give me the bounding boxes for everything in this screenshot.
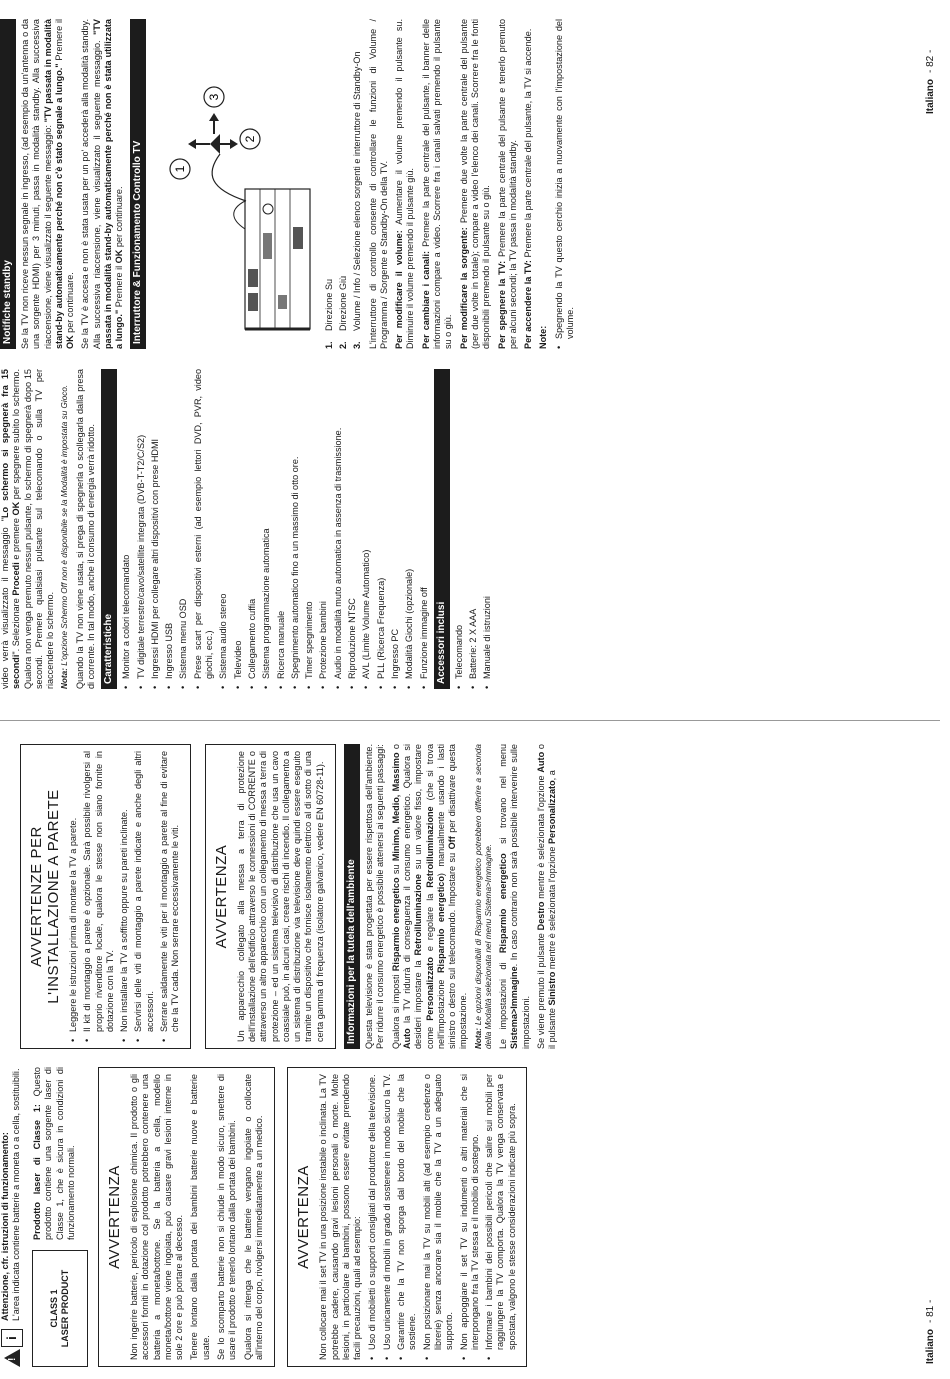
battery-warning-p2: Tenere lontano dalla portata dei bambini batterie nuove e batterie usate. <box>189 1074 211 1360</box>
screen-off-paragraph: video verrà visualizzato il messaggio "Lo schermo si spegnerà fra 15 secondi". Selezionare Procedi e premere OK per spegnere subito lo schermo. Qualora non venga premuto nessun pulsante, lo schermo di spegnerà dopo 15 secondi. Premere qualsiasi pulsante sul telecomando o sulla TV per riaccendere lo schermo. <box>0 368 56 689</box>
footer-language: Italiano <box>925 78 936 114</box>
list-item: • Collegamento cuffia <box>247 369 258 689</box>
list-item: • Non posizionare mai la TV su mobili alti (ad esempio credenze o librerie) senza ancorare sia il mobile che la TV a un adeguato supporto. <box>422 1074 456 1360</box>
list-item: • Protezione bambini <box>318 369 329 689</box>
wall-mount-box <box>20 744 191 1049</box>
wall-mount-title-line2: L'INSTALLAZIONE A PARETE <box>45 789 62 1004</box>
warning-icon <box>0 1327 24 1367</box>
list-item: • Batterie: 2 X AAA <box>468 369 479 689</box>
list-item: • Serrare saldamente le viti per il montaggio a parete al fine di evitare che la TV cada. Non serrare eccessivamente le viti. <box>159 751 182 1042</box>
laser-label-line1: CLASS 1 <box>49 1289 59 1328</box>
control-switch-diagram <box>150 19 320 349</box>
list-item: • Informare i bambini dei possibili pericoli che salire sui mobili per raggiungere la TV comporta. Qualora la TV venga conservata e spostata, valgono le stesse considerazioni indicate più sopra. <box>484 1074 518 1360</box>
list-item: • Telecomando <box>454 369 465 689</box>
battery-warning-title: AVVERTENZA <box>106 1165 123 1269</box>
list-item: • Funzione immagine off <box>419 369 430 689</box>
stability-warning-title: AVVERTENZA <box>295 1165 313 1269</box>
accessories-list <box>454 369 494 689</box>
list-item: • Monitor a colori telecomandato <box>121 369 132 689</box>
features-header: Caratteristiche <box>101 369 117 689</box>
wall-mount-title <box>28 751 62 1042</box>
attention-title: Attenzione, cfr. istruzioni di funzionamento: <box>0 1132 10 1321</box>
svg-text:3: 3 <box>206 93 221 101</box>
list-item: • Spegnimento automatico fino a un massimo di otto ore. <box>290 369 301 689</box>
list-item: • Riproduzione NTSC <box>347 369 358 689</box>
power-on-instructions: Per accendere la TV: Premere la parte centrale del pulsante, la TV si accende. <box>523 28 534 349</box>
control-header: Interruttore & Funzionamento Controllo TV <box>130 19 146 349</box>
list-item: • Manuale di istruzioni <box>482 369 493 689</box>
list-item: • Non appoggiare il set TV su indumenti o altri materiali che si interpongano fra la TV stessa e il mobilio di sostegno. <box>459 1074 482 1360</box>
list-item: • Il kit di montaggio a parete è opzionale. Sarà possibile rivolgersi al proprio rivenditore locale, qualora le stesse non siano fornite in dotazione con la TV. <box>82 751 116 1042</box>
source-instructions: Per modificare la sorgente: Premere due volte la parte centrale del pulsante (per due volte in totale); compare a video l'elenco dei canali. Scorrere fra le fonti disponibili premendo il pulsante su o giù. <box>458 19 492 349</box>
svg-text:1: 1 <box>172 165 187 173</box>
footer-right <box>925 50 936 114</box>
footer-language: Italiano <box>925 1328 936 1364</box>
right-column-1 <box>0 369 497 689</box>
list-item: • Ingresso USB <box>164 369 175 689</box>
diagram-callout-3 <box>204 87 224 107</box>
list-item: • Sistema programmazione automatica <box>261 369 272 689</box>
attention-block <box>0 1067 24 1367</box>
battery-warning-p4: Qualora si ritenga che le batterie vengano ingoiate o collocate all'interno del corpo, rivolgersi immediatamente a un medico. <box>242 1074 264 1360</box>
list-item: • Ricerca manuale <box>276 369 287 689</box>
list-item: • Timer spegnimento <box>304 369 315 689</box>
list-item: • Non installare la TV a soffitto oppure su pareti inclinate. <box>119 751 130 1042</box>
footer-left <box>925 1300 936 1364</box>
list-item: • Servirsi delle viti di montaggio a parete indicate e anche degli altri accessori. <box>133 751 156 1042</box>
list-item: 1. Direzione Su <box>323 278 334 349</box>
list-item: • Audio in modalità muto automatica in assenza di trasmissione. <box>333 369 344 689</box>
wall-mount-title-line1: AVVERTENZE PER <box>28 826 45 967</box>
environment-p4: Se viene premuto il pulsante Destro mentre è selezionata l'opzione Auto o il pulsante Sinistro mentre è selezionata l'opzione Personalizzato, a <box>536 744 558 1049</box>
volume-instructions: Per modificare il volume: Aumentare il volume premendo il pulsante su. Diminuire il volume premendo il pulsante giù. <box>394 19 416 349</box>
standby-header: Notifiche standby <box>0 19 16 349</box>
standby-p2: Se la TV è accesa e non è stata usata per un po' accederà alla modalità standby. Alla successiva riaccensione, viene visualizzato il seguente messaggio. "TV passata in modalità stand-by automaticamente perché non è stata utilizzata a lungo." Premere il OK per continuare. <box>80 19 125 349</box>
diagram-callout-2 <box>240 129 260 149</box>
notes-list <box>554 19 577 349</box>
control-intro: L'interruttore di controllo consente di controllare le funzioni di Volume / Programma / Sorgente e Standby-On della TV. <box>367 19 389 349</box>
right-column-2 <box>0 19 579 349</box>
environment-header: Informazioni per la tutela dell'ambiente <box>344 744 360 1049</box>
list-item: 2. Direzione Giù <box>337 275 348 349</box>
battery-warning-p3: Se lo scomparto batterie non si chiude in modo sicuro, smettere di usare il prodotto e tenerlo lontano dalla portata dei bambini. <box>216 1074 238 1360</box>
footer-page-number: - 82 - <box>925 49 936 73</box>
list-item: • TV digitale terrestre/cavo/satellite integrata (DVB-T-T2/C/S2) <box>136 369 147 689</box>
control-numbered-list <box>324 19 364 349</box>
environment-note: Nota: Le opzioni disponibili di Risparmio energetico potrebbero differire a seconda della Modalità selezionata nel menu Sistema>Immagine. <box>473 744 493 1049</box>
svg-text:2: 2 <box>242 135 257 143</box>
notes-label: Note: <box>538 325 549 349</box>
footer-page-number: - 81 - <box>925 1299 936 1323</box>
laser-block <box>32 1067 88 1367</box>
page-gutter <box>0 720 940 721</box>
stability-warning-p1: Non collocare mai il set TV in una posizione instabile o inclinata. La TV potrebbe cadere, causando gravi lesioni personali o morte. Molte lesioni, in particolare ai bambini, possono essere evitate prendendo facili precauzioni, quali ad esempio: <box>318 1074 363 1360</box>
attention-text: L'area indicata contiene batterie a moneta o a cella, sostituibili. <box>11 1068 22 1321</box>
class1-laser-label <box>32 1250 88 1367</box>
battery-warning-box <box>98 1067 275 1367</box>
battery-warning-p1: Non ingerire batterie, pericolo di esplosione chimica. Il prodotto o gli accessori forniti in dotazione col prodotto potrebbero contenere una batteria a moneta/bottone. Se la batteria a cella, modello moneta/bottone viene ingoiata, può causare gravi lesioni interne in sole 2 ore e può portare al decesso. <box>129 1074 185 1360</box>
diagram-callout-1 <box>170 159 190 179</box>
stability-warning-list <box>367 1074 518 1360</box>
list-item: • Ingressi HDMI per collegare altri dispositivi con prese HDMI <box>150 369 161 689</box>
earthing-warning-text: Un apparecchio collegato alla messa a terra di protezione dell'installazione dell'edificio attraverso le connessioni di CORRENTE o attraverso un altro apparecchio con un collegamento di messa a terra di protezione – ed un sistema televisivo di distribuzione che usa un cavo coassiale può, in alcuni casi, creare rischi di incendio. Il collegamento a un sistema di distribuzione via televisione deve quindi essere eseguito tramite un dispositivo che fornisce isolamento elettrico al di sotto di una certa gamma di frequenza (isolatore galvanico, vedere EN 60728-11). <box>235 751 325 1042</box>
laser-text: Questo prodotto contiene una sorgente laser di Classe 1, che è sicura in condizioni di funzionamento normali. <box>32 1067 76 1240</box>
standby-p1: Se la TV non riceve nessun segnale in ingresso, (ad esempio da un'antenna o da una sorgente HDMI) per 3 minuti, passa in modalità standby. Alla successiva riaccensione, viene visualizzato il seguente messaggio: "TV passata in modalità stand-by automaticamente perché non c'è stato segnale a lungo." Premere il OK per continuare. <box>20 19 76 349</box>
environment-p1: Questa televisione è stata progettata per essere rispettosa dell'ambiente. Per ridurre il consumo energetico è possibile attenersi ai seguenti passaggi: <box>364 744 386 1049</box>
list-item: • Prese scart per dispositivi esterni (ad esempio lettori DVD, PVR, video giochi, ecc.) <box>193 369 216 689</box>
laser-title: Prodotto laser di Classe 1: <box>32 1104 42 1240</box>
left-column-1 <box>0 1067 535 1367</box>
list-item: • Uso unicamente di mobili in grado di sostenere in modo sicuro la TV. <box>382 1074 393 1360</box>
list-item: • Ingresso PC <box>390 369 401 689</box>
list-item: • Leggere le istruzioni prima di montare la TV a parete. <box>68 751 79 1042</box>
list-item: • Sistema menu OSD <box>178 369 189 689</box>
features-list <box>121 369 430 689</box>
list-item: • Sistema audio stereo <box>218 369 229 689</box>
tv-back-panel <box>233 189 309 329</box>
power-off-instructions: Per spegnere la TV: Premere la parte centrale del pulsante e tenerlo premuto per alcuni secondi; la TV passa in modalità standby. <box>496 18 518 349</box>
left-column-2 <box>0 744 563 1049</box>
list-item: • Uso di mobiletti o supporti consigliati dal produttore della televisione. <box>367 1074 378 1360</box>
stability-warning-box <box>287 1067 527 1367</box>
control-switch-icon <box>188 113 246 201</box>
accessories-header: Accessori inclusi <box>434 369 450 689</box>
earthing-warning-title: AVVERTENZA <box>212 844 230 949</box>
list-item: 3. Volume / Info / Selezione elenco sorgenti e interruttore di Standby-On <box>352 51 363 349</box>
list-item: • Televideo <box>233 369 244 689</box>
tv-control-illustration <box>150 19 320 349</box>
list-item: • Modalità Giochi (opzionale) <box>404 369 415 689</box>
earthing-warning-box <box>205 744 336 1049</box>
wall-mount-list <box>68 751 182 1042</box>
warning-triangle-icon <box>4 1349 20 1367</box>
screen-off-note: Nota: L'opzione Schermo Off non è disponibile se la Modalità è impostata su Gioco. <box>60 384 70 689</box>
list-item: • AVL (Limite Volume Automatico) <box>361 369 372 689</box>
list-item: • Spegnendo la TV questo cerchio inizia a nuovamente con l'impostazione del volume. <box>554 19 577 349</box>
list-item: • PLL (Ricerca Frequenza) <box>376 369 387 689</box>
list-item: • Garantire che la TV non sporga dal bordo del mobile che la sostiene. <box>396 1074 419 1360</box>
channel-instructions: Per cambiare i canali: Premere la parte centrale del pulsante, il banner delle informazioni compare a video. Scorrere fra i canali salvati premendo il pulsante su o giù. <box>420 19 454 349</box>
power-saving-paragraph: Quando la TV non viene usata, si prega di spegnerla o scollegarla dalla presa di corrente. In tal modo, anche il consumo di energia verrà ridotto. <box>74 369 96 689</box>
environment-p3: Le impostazioni di Risparmio energetico si trovano nel menu Sistema>Immagine. In caso contrario non sarà possibile intervenire sulle impostazioni. <box>498 744 531 1049</box>
info-book-icon: i <box>1 1329 23 1347</box>
laser-label-line2: LASER PRODUCT <box>60 1269 70 1348</box>
environment-p2: Qualora si imposti Risparmio energetico su Minimo, Medio, Massimo o Auto la TV ridurrà di conseguenza il consumo energetico. Qualora si desideri impostare la Retroilluminazione su un valore fisso, impostare come Personalizzato e regolare la Retroilluminazione (che si trova nell'impostazione Risparmio energetico) manualmente usando i lasti sinistro o destro sul telecomando. Impostare su Off per disattivare questa impostazione. <box>390 743 469 1049</box>
